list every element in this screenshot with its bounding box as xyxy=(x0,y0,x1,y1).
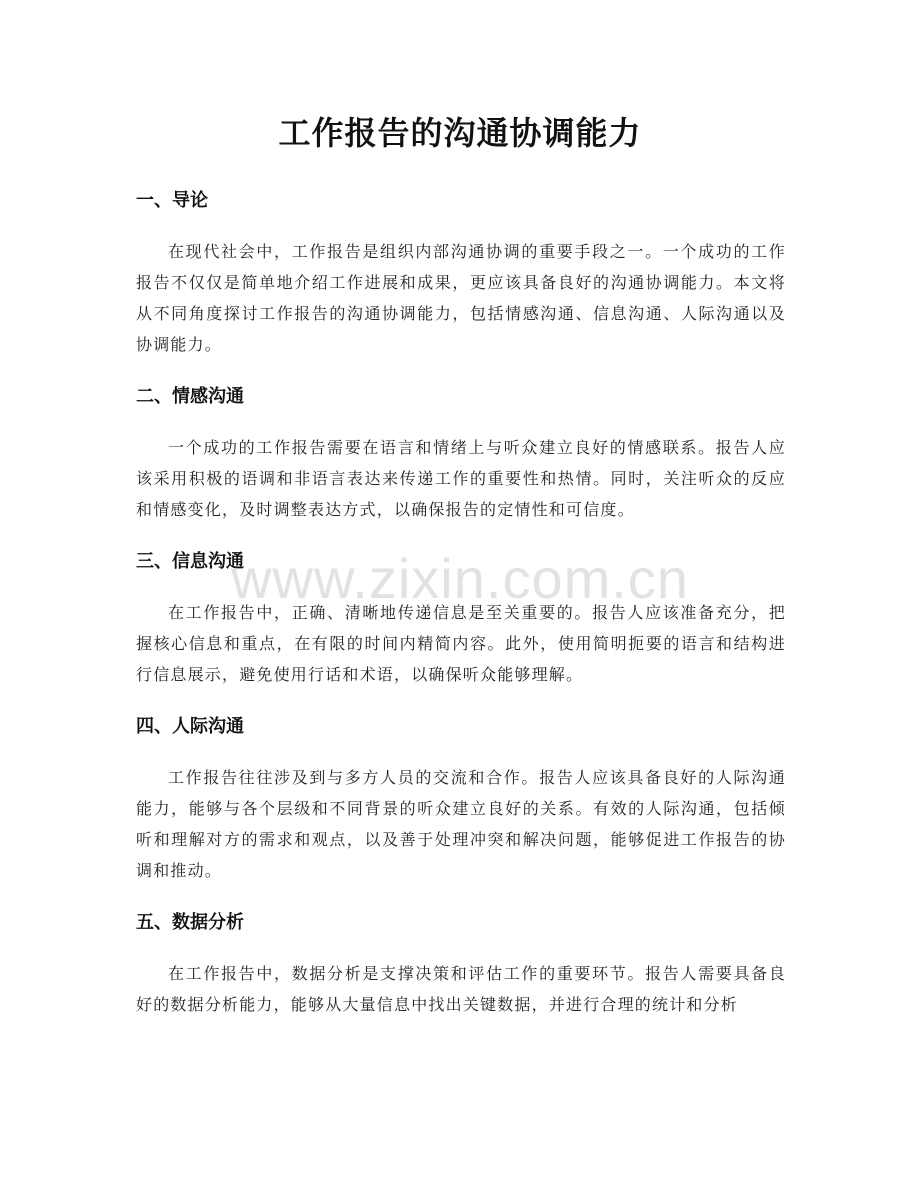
document-body xyxy=(136,184,786,1040)
section-heading: 三、信息沟通 xyxy=(136,551,244,572)
section-heading: 四、人际沟通 xyxy=(136,716,244,737)
page-title: 工作报告的沟通协调能力 xyxy=(278,114,642,152)
section-emotional-communication xyxy=(136,380,786,525)
section-heading: 一、导论 xyxy=(136,190,208,211)
section-interpersonal-communication xyxy=(136,710,786,886)
section-paragraph: 在工作报告中，数据分析是支撑决策和评估工作的重要环节。报告人需要具备良好的数据分析能力，能够从大量信息中找出关键数据，并进行合理的统计和分析 xyxy=(136,964,786,1014)
section-heading: 五、数据分析 xyxy=(136,912,244,933)
section-introduction xyxy=(136,184,786,360)
section-paragraph: 在现代社会中，工作报告是组织内部沟通协调的重要手段之一。一个成功的工作报告不仅仅是简单地介绍工作进展和成果，更应该具备良好的沟通协调能力。本文将从不同角度探讨工作报告的沟通协调能力，包括情感沟通、信息沟通、人际沟通以及协调能力。 xyxy=(136,242,786,354)
section-paragraph: 一个成功的工作报告需要在语言和情绪上与听众建立良好的情感联系。报告人应该采用积极的语调和非语言表达来传递工作的重要性和热情。同时，关注听众的反应和情感变化，及时调整表达方式，以确保报告的定情性和可信度。 xyxy=(136,438,786,519)
section-data-analysis xyxy=(136,906,786,1020)
section-paragraph: 在工作报告中，正确、清晰地传递信息是至关重要的。报告人应该准备充分，把握核心信息和重点，在有限的时间内精简内容。此外，使用简明扼要的语言和结构进行信息展示，避免使用行话和术语，以确保听众能够理解。 xyxy=(136,603,786,684)
section-paragraph: 工作报告往往涉及到与多方人员的交流和合作。报告人应该具备良好的人际沟通能力，能够与各个层级和不同背景的听众建立良好的关系。有效的人际沟通，包括倾听和理解对方的需求和观点，以及善于处理冲突和解决问题，能够促进工作报告的协调和推动。 xyxy=(136,768,786,880)
watermark: www.zixin.com.cn xyxy=(231,547,689,610)
section-information-communication xyxy=(136,545,786,690)
section-heading: 二、情感沟通 xyxy=(136,386,244,407)
